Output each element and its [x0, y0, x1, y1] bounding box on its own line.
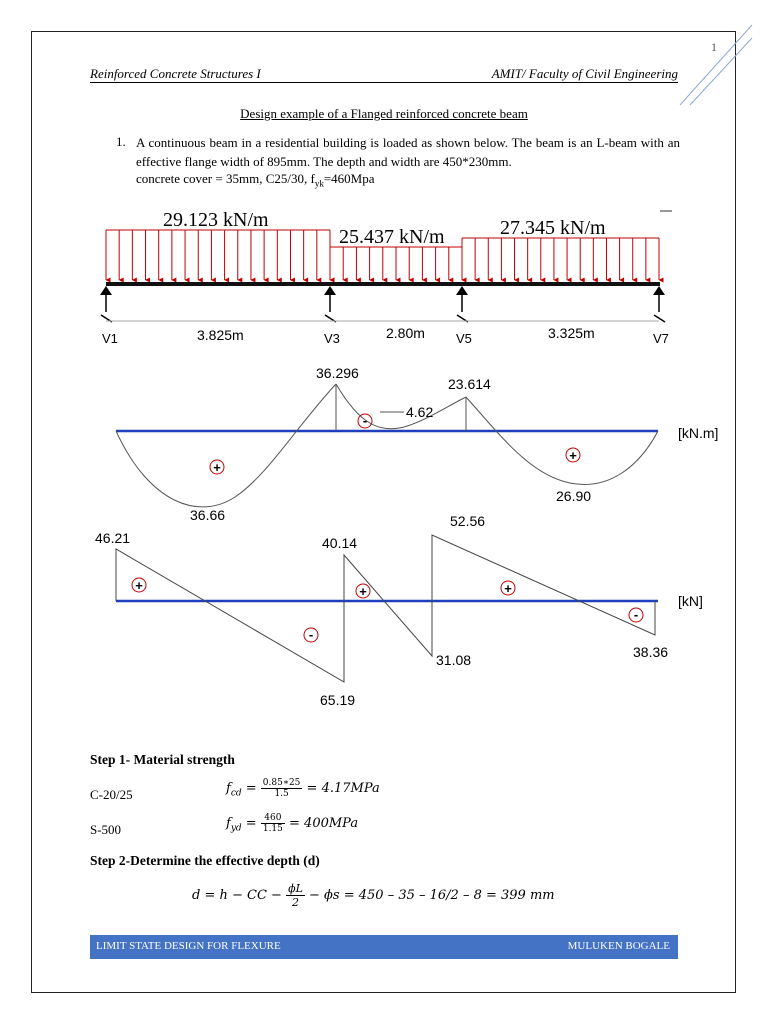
header-faculty: AMIT/ Faculty of Civil Engineering — [491, 66, 678, 81]
moment-value-span1: 36.66 — [190, 507, 226, 523]
fcd-fraction — [261, 778, 303, 799]
shear-line — [116, 535, 655, 682]
moment-curve-span2 — [336, 384, 466, 429]
support-v7-text: V7 — [653, 331, 669, 346]
span-label-1: 3.825m — [197, 327, 244, 343]
fcd-num: 0.85∗25 — [262, 778, 301, 788]
support-label-v5 — [456, 331, 472, 346]
depth-num: ϕL — [288, 882, 303, 895]
beam — [106, 282, 660, 286]
shear-sign-plus-1 — [132, 578, 146, 593]
shear-sign-plus-1-text: + — [135, 578, 143, 593]
support-v3 — [324, 286, 336, 322]
fyd-sub: yd — [230, 823, 242, 834]
moment-curve-span1 — [116, 384, 336, 507]
concrete-class: C-20/25 — [90, 787, 133, 802]
shear-unit: [kN] — [678, 593, 703, 609]
moment-value-support-v3: 36.296 — [316, 365, 359, 381]
footer-bar — [90, 935, 678, 959]
fyd-num: 460 — [261, 813, 285, 824]
shear-sign-plus-2-text: + — [359, 584, 367, 599]
shear-value-v7: 38.36 — [633, 644, 669, 660]
effective-depth-equation — [192, 882, 555, 909]
loading-diagram — [0, 200, 768, 350]
support-v5 — [456, 286, 468, 322]
fcd-sub: cd — [230, 788, 242, 799]
depth-lhs: d = h − CC − — [192, 888, 282, 903]
depth-rhs: − ϕs = 450 – 35 – 16/2 – 8 = 399 mm — [309, 888, 555, 903]
fyd-den: 1.15 — [262, 824, 283, 834]
fcd-symbol: f — [226, 781, 231, 796]
step2-heading: Step 2-Determine the effective depth (d) — [90, 853, 320, 868]
depth-fraction — [286, 882, 305, 909]
fcd-result: = 4.17MPa — [306, 781, 380, 796]
moment-curve-span3 — [466, 397, 658, 484]
fyd-symbol: f — [226, 816, 231, 831]
sign-minus-1: - — [362, 413, 368, 428]
shear-diagram — [0, 515, 768, 715]
moment-unit: [kN.m] — [678, 425, 719, 441]
footer-right: MULUKEN BOGALE — [567, 940, 670, 952]
support-label-v3 — [324, 331, 340, 346]
question-material-line — [136, 171, 374, 189]
support-label-v7 — [653, 331, 669, 346]
shear-value-v5-left: 31.08 — [436, 652, 472, 668]
support-v7 — [653, 286, 665, 322]
moment-diagram — [0, 355, 768, 530]
support-v1 — [100, 286, 112, 322]
support-label-v1 — [102, 331, 118, 346]
fyd-result: = 400MPa — [289, 816, 359, 831]
shear-sign-minus-1-text: - — [308, 627, 314, 642]
fcd-equation: $f_{cd}$ = $\frac{0.85∗25}{1.5}$ = 4.17MPa — [226, 778, 380, 799]
corner-decoration — [670, 20, 760, 110]
span-label-3: 3.325m — [548, 325, 595, 341]
header-rule — [90, 82, 678, 83]
page-title: Design example of a Flanged reinforced concrete beam — [240, 106, 528, 121]
support-v1-text: V1 — [102, 331, 118, 346]
shear-value-v5-right: 52.56 — [450, 515, 486, 529]
span-label-2: 2.80m — [386, 325, 425, 341]
question-line3-a: concrete cover = 35mm, C25/30, f — [136, 171, 315, 186]
fcd-den: 1.5 — [274, 789, 289, 799]
question-text: A continuous beam in a residential building is loaded as shown below. The beam is an L-beam with an effective flange width of 895mm. The depth and width are 450*230mm. — [136, 135, 680, 169]
sign-plus-1: + — [213, 460, 221, 475]
question-line3-sub: yk — [314, 178, 324, 189]
question-number: 1. — [116, 134, 126, 149]
shear-value-v3-left: 65.19 — [320, 692, 356, 708]
moment-value-support-v5: 23.614 — [448, 376, 491, 392]
shear-sign-plus-2 — [356, 584, 370, 599]
shear-value-v1: 46.21 — [95, 530, 131, 546]
moment-sign-plus-1 — [210, 460, 224, 475]
shear-sign-minus-2 — [629, 607, 643, 622]
moment-value-span2: 4.62 — [406, 404, 434, 420]
shear-sign-minus-1 — [304, 627, 318, 642]
support-v5-text: V5 — [456, 331, 472, 346]
shear-sign-minus-2-text: - — [633, 607, 639, 622]
load-label-3: 27.345 kN/m — [500, 217, 606, 239]
load-label-2: 25.437 kN/m — [339, 226, 445, 248]
shear-sign-plus-3-text: + — [504, 581, 512, 596]
moment-sign-plus-2 — [566, 448, 580, 463]
question-line3-b: =460Mpa — [323, 171, 375, 186]
shear-sign-plus-3 — [501, 581, 515, 596]
depth-den: 2 — [291, 896, 299, 909]
sign-plus-2: + — [569, 448, 577, 463]
step1-heading: Step 1- Material strength — [90, 752, 235, 767]
steel-class: S-500 — [90, 822, 122, 837]
header-course: Reinforced Concrete Structures I — [90, 66, 261, 81]
support-v3-text: V3 — [324, 331, 340, 346]
shear-value-v3-right: 40.14 — [322, 535, 358, 551]
fyd-fraction — [261, 813, 285, 834]
footer-left: LIMIT STATE DESIGN FOR FLEXURE — [96, 940, 281, 952]
load-label-1: 29.123 kN/m — [163, 209, 269, 231]
fyd-equation: $f_{yd}$ = $\frac{460}{1.15}$ = 400MPa — [226, 813, 359, 834]
page-number: 1 — [711, 40, 717, 54]
moment-value-span3: 26.90 — [556, 488, 592, 504]
